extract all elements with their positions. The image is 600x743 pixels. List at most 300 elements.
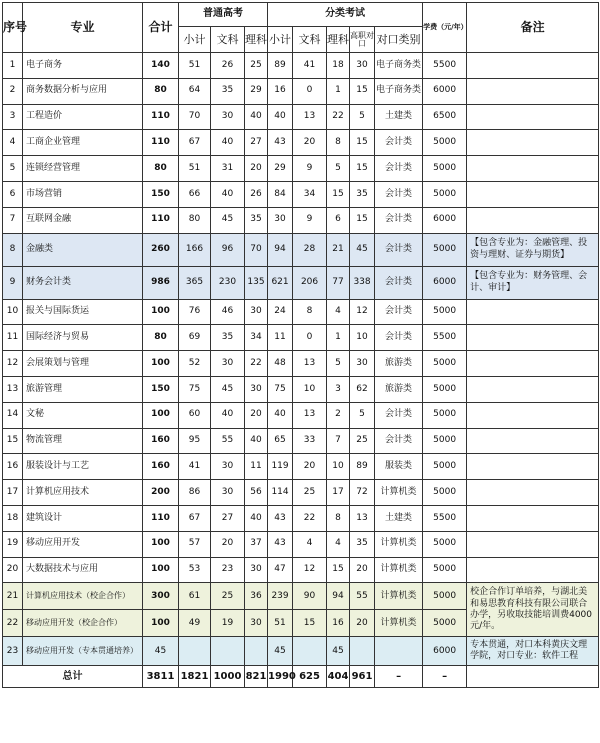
- cell-remark: [467, 454, 599, 480]
- cell-seq: 2: [3, 78, 23, 104]
- cell-category: 会计类: [375, 299, 423, 325]
- cell-total: 100: [143, 557, 179, 583]
- cell-vocational: 5: [350, 104, 375, 130]
- table-body: [3, 53, 599, 688]
- cell-remark: 校企合作订单培养，与湖北美和易思教育科技有限公司联合办学，另收取技能培训费4000元/年。: [467, 583, 599, 637]
- cell-classified-arts: 13: [293, 104, 327, 130]
- cell-major: 物流管理: [23, 428, 143, 454]
- cell-remark: [467, 505, 599, 531]
- cell-category: 会计类: [375, 233, 423, 266]
- cell-category: 服装类: [375, 454, 423, 480]
- cell-classified-science: 5: [327, 351, 350, 377]
- cell-general-science: 40: [245, 505, 268, 531]
- cell-classified-subtotal: 11: [268, 325, 293, 351]
- cell-total: 100: [143, 610, 179, 637]
- cell-fee: 5000: [423, 583, 467, 610]
- cell-fee: 5000: [423, 531, 467, 557]
- cell-classified-arts: 9: [293, 156, 327, 182]
- cell-total: 100: [143, 299, 179, 325]
- cell-general-arts: 35: [211, 78, 245, 104]
- cell-general-subtotal: 60: [179, 402, 211, 428]
- cell-general-subtotal: 51: [179, 53, 211, 79]
- cell-category: 计算机类: [375, 610, 423, 637]
- cell-seq: 7: [3, 207, 23, 233]
- cell-general-science: 20: [245, 156, 268, 182]
- cell-classified-subtotal: 40: [268, 402, 293, 428]
- header-total: 合计: [143, 3, 179, 53]
- cell-fee: 6000: [423, 78, 467, 104]
- totals-general-subtotal: 1821: [179, 666, 211, 688]
- cell-general-subtotal: 64: [179, 78, 211, 104]
- cell-vocational: 12: [350, 299, 375, 325]
- cell-fee: 5000: [423, 156, 467, 182]
- cell-total: 986: [143, 266, 179, 299]
- cell-major: 商务数据分析与应用: [23, 78, 143, 104]
- cell-vocational: 5: [350, 402, 375, 428]
- cell-general-arts: 31: [211, 156, 245, 182]
- cell-total: 300: [143, 583, 179, 610]
- cell-classified-subtotal: 84: [268, 181, 293, 207]
- cell-fee: 5000: [423, 454, 467, 480]
- cell-general-arts: 45: [211, 376, 245, 402]
- cell-seq: 15: [3, 428, 23, 454]
- cell-classified-science: 8: [327, 130, 350, 156]
- cell-category: 会计类: [375, 325, 423, 351]
- cell-vocational: 30: [350, 53, 375, 79]
- cell-general-science: 34: [245, 325, 268, 351]
- totals-general-arts: 1000: [211, 666, 245, 688]
- cell-category: 土建类: [375, 104, 423, 130]
- cell-vocational: 89: [350, 454, 375, 480]
- cell-general-science: 30: [245, 557, 268, 583]
- cell-fee: 5000: [423, 480, 467, 506]
- header-classified-science: 理科: [327, 27, 350, 53]
- cell-classified-subtotal: 65: [268, 428, 293, 454]
- cell-remark: [467, 104, 599, 130]
- cell-total: 45: [143, 637, 179, 666]
- cell-seq: 19: [3, 531, 23, 557]
- cell-general-science: [245, 637, 268, 666]
- cell-category: 计算机类: [375, 557, 423, 583]
- cell-classified-subtotal: 43: [268, 505, 293, 531]
- cell-general-arts: 30: [211, 351, 245, 377]
- cell-classified-arts: 0: [293, 78, 327, 104]
- cell-classified-arts: 8: [293, 299, 327, 325]
- cell-remark: 【包含专业为：金融管理、投资与理财、证券与期货】: [467, 233, 599, 266]
- cell-remark: [467, 156, 599, 182]
- cell-category: 计算机类: [375, 531, 423, 557]
- cell-total: 150: [143, 376, 179, 402]
- cell-general-science: 25: [245, 53, 268, 79]
- cell-remark: [467, 402, 599, 428]
- cell-total: 80: [143, 156, 179, 182]
- cell-category: 会计类: [375, 156, 423, 182]
- cell-seq: 5: [3, 156, 23, 182]
- cell-fee: 5000: [423, 610, 467, 637]
- cell-classified-science: 45: [327, 637, 350, 666]
- totals-label: 总计: [3, 666, 143, 688]
- cell-classified-subtotal: 75: [268, 376, 293, 402]
- cell-classified-science: 94: [327, 583, 350, 610]
- cell-general-subtotal: 51: [179, 156, 211, 182]
- cell-general-arts: 30: [211, 480, 245, 506]
- cell-classified-subtotal: 40: [268, 104, 293, 130]
- cell-general-arts: 40: [211, 130, 245, 156]
- cell-vocational: 20: [350, 557, 375, 583]
- cell-classified-arts: 10: [293, 376, 327, 402]
- cell-major: 市场营销: [23, 181, 143, 207]
- totals-vocational: 961: [350, 666, 375, 688]
- cell-seq: 6: [3, 181, 23, 207]
- header-fee: 学费（元/年）: [423, 3, 467, 53]
- cell-total: 260: [143, 233, 179, 266]
- cell-general-science: 35: [245, 207, 268, 233]
- totals-classified-science: 404: [327, 666, 350, 688]
- cell-general-science: 30: [245, 299, 268, 325]
- cell-classified-science: 17: [327, 480, 350, 506]
- cell-major: 计算机应用技术（校企合作）: [23, 583, 143, 610]
- cell-general-science: 26: [245, 181, 268, 207]
- cell-major: 互联网金融: [23, 207, 143, 233]
- cell-fee: 5000: [423, 557, 467, 583]
- header-vocational: 高职对口: [350, 27, 375, 53]
- cell-classified-subtotal: 239: [268, 583, 293, 610]
- cell-fee: 5500: [423, 505, 467, 531]
- cell-seq: 18: [3, 505, 23, 531]
- header-classified-arts: 文科: [293, 27, 327, 53]
- header-category: 对口类别: [375, 27, 423, 53]
- totals-row: [3, 666, 599, 688]
- cell-classified-arts: 20: [293, 454, 327, 480]
- cell-major: 大数据技术与应用: [23, 557, 143, 583]
- header-seq: 序号: [3, 3, 23, 53]
- totals-fee: –: [423, 666, 467, 688]
- cell-category: 会计类: [375, 207, 423, 233]
- cell-classified-arts: [293, 637, 327, 666]
- cell-classified-science: 4: [327, 299, 350, 325]
- cell-general-arts: 30: [211, 104, 245, 130]
- cell-general-subtotal: 49: [179, 610, 211, 637]
- cell-general-subtotal: 66: [179, 181, 211, 207]
- cell-classified-arts: 13: [293, 351, 327, 377]
- cell-category: 电子商务类: [375, 53, 423, 79]
- cell-seq: 21: [3, 583, 23, 610]
- cell-general-subtotal: 365: [179, 266, 211, 299]
- cell-classified-science: 8: [327, 505, 350, 531]
- totals-classified-subtotal: 1990: [268, 666, 293, 688]
- cell-general-science: 11: [245, 454, 268, 480]
- cell-total: 100: [143, 402, 179, 428]
- cell-fee: 5000: [423, 299, 467, 325]
- cell-general-science: 70: [245, 233, 268, 266]
- cell-category: 旅游类: [375, 351, 423, 377]
- cell-general-subtotal: 86: [179, 480, 211, 506]
- cell-vocational: 30: [350, 351, 375, 377]
- totals-classified-arts: 625: [293, 666, 327, 688]
- cell-total: 110: [143, 505, 179, 531]
- cell-major: 计算机应用技术: [23, 480, 143, 506]
- cell-total: 140: [143, 53, 179, 79]
- cell-total: 200: [143, 480, 179, 506]
- cell-classified-arts: 206: [293, 266, 327, 299]
- cell-fee: 5000: [423, 428, 467, 454]
- cell-seq: 23: [3, 637, 23, 666]
- cell-general-subtotal: 75: [179, 376, 211, 402]
- table-row: [3, 266, 599, 299]
- cell-remark: [467, 207, 599, 233]
- cell-general-arts: 55: [211, 428, 245, 454]
- cell-general-science: 29: [245, 78, 268, 104]
- table-row: [3, 104, 599, 130]
- cell-seq: 3: [3, 104, 23, 130]
- enrollment-plan-table: [2, 2, 599, 688]
- cell-seq: 14: [3, 402, 23, 428]
- cell-classified-science: 1: [327, 325, 350, 351]
- cell-category: 会计类: [375, 402, 423, 428]
- cell-general-science: 56: [245, 480, 268, 506]
- cell-vocational: 20: [350, 610, 375, 637]
- cell-major: 连锁经营管理: [23, 156, 143, 182]
- cell-general-science: 20: [245, 402, 268, 428]
- cell-major: 旅游管理: [23, 376, 143, 402]
- cell-general-arts: 35: [211, 325, 245, 351]
- cell-major: 国际经济与贸易: [23, 325, 143, 351]
- cell-classified-science: 10: [327, 454, 350, 480]
- cell-classified-science: 16: [327, 610, 350, 637]
- cell-total: 80: [143, 325, 179, 351]
- cell-major: 移动应用开发（校企合作）: [23, 610, 143, 637]
- header-general-science: 理科: [245, 27, 268, 53]
- cell-classified-science: 3: [327, 376, 350, 402]
- cell-vocational: 15: [350, 130, 375, 156]
- cell-category: 电子商务类: [375, 78, 423, 104]
- table-row: [3, 233, 599, 266]
- cell-general-subtotal: 69: [179, 325, 211, 351]
- cell-major: 电子商务: [23, 53, 143, 79]
- totals-total: 3811: [143, 666, 179, 688]
- cell-vocational: 25: [350, 428, 375, 454]
- cell-classified-subtotal: 30: [268, 207, 293, 233]
- table-row: [3, 130, 599, 156]
- cell-general-science: 40: [245, 428, 268, 454]
- cell-seq: 20: [3, 557, 23, 583]
- cell-general-arts: 40: [211, 402, 245, 428]
- cell-total: 160: [143, 454, 179, 480]
- cell-classified-science: 7: [327, 428, 350, 454]
- header-classified-exam: 分类考试: [268, 3, 423, 27]
- cell-total: 150: [143, 181, 179, 207]
- cell-general-science: 135: [245, 266, 268, 299]
- cell-classified-arts: 41: [293, 53, 327, 79]
- header-remark: 备注: [467, 3, 599, 53]
- cell-general-science: 30: [245, 376, 268, 402]
- cell-remark: [467, 557, 599, 583]
- cell-vocational: 15: [350, 207, 375, 233]
- cell-total: 110: [143, 207, 179, 233]
- cell-vocational: 10: [350, 325, 375, 351]
- cell-seq: 1: [3, 53, 23, 79]
- cell-seq: 12: [3, 351, 23, 377]
- cell-remark: 【包含专业为：财务管理、会计、审计】: [467, 266, 599, 299]
- cell-vocational: 55: [350, 583, 375, 610]
- cell-major: 金融类: [23, 233, 143, 266]
- table-row: [3, 156, 599, 182]
- cell-vocational: 72: [350, 480, 375, 506]
- cell-classified-subtotal: 621: [268, 266, 293, 299]
- table-row: [3, 637, 599, 666]
- cell-general-science: 36: [245, 583, 268, 610]
- cell-fee: 5000: [423, 351, 467, 377]
- totals-remark: [467, 666, 599, 688]
- cell-classified-subtotal: 16: [268, 78, 293, 104]
- cell-classified-science: 5: [327, 156, 350, 182]
- cell-classified-science: 22: [327, 104, 350, 130]
- table-row: [3, 376, 599, 402]
- table-row: [3, 78, 599, 104]
- cell-classified-science: 15: [327, 557, 350, 583]
- cell-general-subtotal: 53: [179, 557, 211, 583]
- cell-major: 服装设计与工艺: [23, 454, 143, 480]
- cell-general-science: 22: [245, 351, 268, 377]
- cell-general-subtotal: 70: [179, 104, 211, 130]
- table-row: [3, 181, 599, 207]
- cell-general-science: 37: [245, 531, 268, 557]
- table-row: [3, 53, 599, 79]
- cell-major: 移动应用开发（专本贯通培养）: [23, 637, 143, 666]
- header-general-exam: 普通高考: [179, 3, 268, 27]
- cell-remark: [467, 376, 599, 402]
- cell-remark: [467, 480, 599, 506]
- cell-fee: 6000: [423, 266, 467, 299]
- table-row: [3, 299, 599, 325]
- header-classified-subtotal: 小计: [268, 27, 293, 53]
- cell-classified-arts: 20: [293, 130, 327, 156]
- cell-seq: 22: [3, 610, 23, 637]
- totals-category: –: [375, 666, 423, 688]
- cell-general-arts: 20: [211, 531, 245, 557]
- header-general-arts: 文科: [211, 27, 245, 53]
- table-row: [3, 531, 599, 557]
- cell-general-arts: 230: [211, 266, 245, 299]
- table-row: [3, 402, 599, 428]
- cell-vocational: 13: [350, 505, 375, 531]
- cell-category: 会计类: [375, 428, 423, 454]
- table-row: [3, 325, 599, 351]
- cell-classified-subtotal: 114: [268, 480, 293, 506]
- cell-general-arts: 40: [211, 181, 245, 207]
- cell-classified-arts: 12: [293, 557, 327, 583]
- cell-remark: [467, 299, 599, 325]
- cell-major: 会展策划与管理: [23, 351, 143, 377]
- cell-classified-subtotal: 45: [268, 637, 293, 666]
- cell-category: 会计类: [375, 266, 423, 299]
- cell-general-subtotal: 76: [179, 299, 211, 325]
- cell-category: 会计类: [375, 181, 423, 207]
- cell-classified-science: 4: [327, 531, 350, 557]
- cell-major: 财务会计类: [23, 266, 143, 299]
- cell-classified-subtotal: 94: [268, 233, 293, 266]
- cell-seq: 10: [3, 299, 23, 325]
- cell-major: 文秘: [23, 402, 143, 428]
- cell-fee: 6000: [423, 637, 467, 666]
- cell-category: [375, 637, 423, 666]
- cell-general-arts: 19: [211, 610, 245, 637]
- cell-fee: 5000: [423, 181, 467, 207]
- cell-total: 110: [143, 104, 179, 130]
- cell-remark: [467, 53, 599, 79]
- cell-classified-arts: 33: [293, 428, 327, 454]
- cell-remark: [467, 181, 599, 207]
- cell-general-subtotal: 61: [179, 583, 211, 610]
- cell-classified-subtotal: 119: [268, 454, 293, 480]
- cell-classified-arts: 9: [293, 207, 327, 233]
- cell-seq: 9: [3, 266, 23, 299]
- cell-fee: 5000: [423, 233, 467, 266]
- cell-vocational: 338: [350, 266, 375, 299]
- cell-vocational: 35: [350, 181, 375, 207]
- cell-major: 工商企业管理: [23, 130, 143, 156]
- cell-fee: 5000: [423, 402, 467, 428]
- cell-total: 80: [143, 78, 179, 104]
- cell-general-subtotal: 80: [179, 207, 211, 233]
- cell-category: 计算机类: [375, 480, 423, 506]
- cell-general-arts: 27: [211, 505, 245, 531]
- cell-vocational: 15: [350, 156, 375, 182]
- cell-general-arts: [211, 637, 245, 666]
- cell-general-arts: 45: [211, 207, 245, 233]
- cell-general-subtotal: 67: [179, 130, 211, 156]
- cell-classified-arts: 25: [293, 480, 327, 506]
- cell-category: 旅游类: [375, 376, 423, 402]
- cell-vocational: 45: [350, 233, 375, 266]
- table-row: [3, 207, 599, 233]
- totals-general-science: 821: [245, 666, 268, 688]
- cell-general-science: 30: [245, 610, 268, 637]
- cell-general-subtotal: 95: [179, 428, 211, 454]
- cell-classified-arts: 34: [293, 181, 327, 207]
- cell-fee: 5500: [423, 325, 467, 351]
- cell-fee: 6000: [423, 207, 467, 233]
- cell-total: 160: [143, 428, 179, 454]
- cell-general-science: 27: [245, 130, 268, 156]
- cell-general-arts: 46: [211, 299, 245, 325]
- cell-vocational: 62: [350, 376, 375, 402]
- cell-classified-subtotal: 89: [268, 53, 293, 79]
- cell-vocational: 35: [350, 531, 375, 557]
- cell-classified-subtotal: 43: [268, 531, 293, 557]
- cell-classified-arts: 4: [293, 531, 327, 557]
- cell-general-arts: 23: [211, 557, 245, 583]
- cell-seq: 13: [3, 376, 23, 402]
- cell-seq: 17: [3, 480, 23, 506]
- cell-total: 110: [143, 130, 179, 156]
- cell-seq: 4: [3, 130, 23, 156]
- cell-classified-subtotal: 48: [268, 351, 293, 377]
- table-row: [3, 428, 599, 454]
- cell-classified-science: 21: [327, 233, 350, 266]
- cell-general-subtotal: 41: [179, 454, 211, 480]
- cell-general-subtotal: 57: [179, 531, 211, 557]
- cell-total: 100: [143, 531, 179, 557]
- table-row: [3, 351, 599, 377]
- header-major: 专业: [23, 3, 143, 53]
- cell-fee: 6500: [423, 104, 467, 130]
- cell-seq: 8: [3, 233, 23, 266]
- table-row: [3, 454, 599, 480]
- cell-remark: [467, 325, 599, 351]
- cell-classified-arts: 13: [293, 402, 327, 428]
- cell-classified-arts: 0: [293, 325, 327, 351]
